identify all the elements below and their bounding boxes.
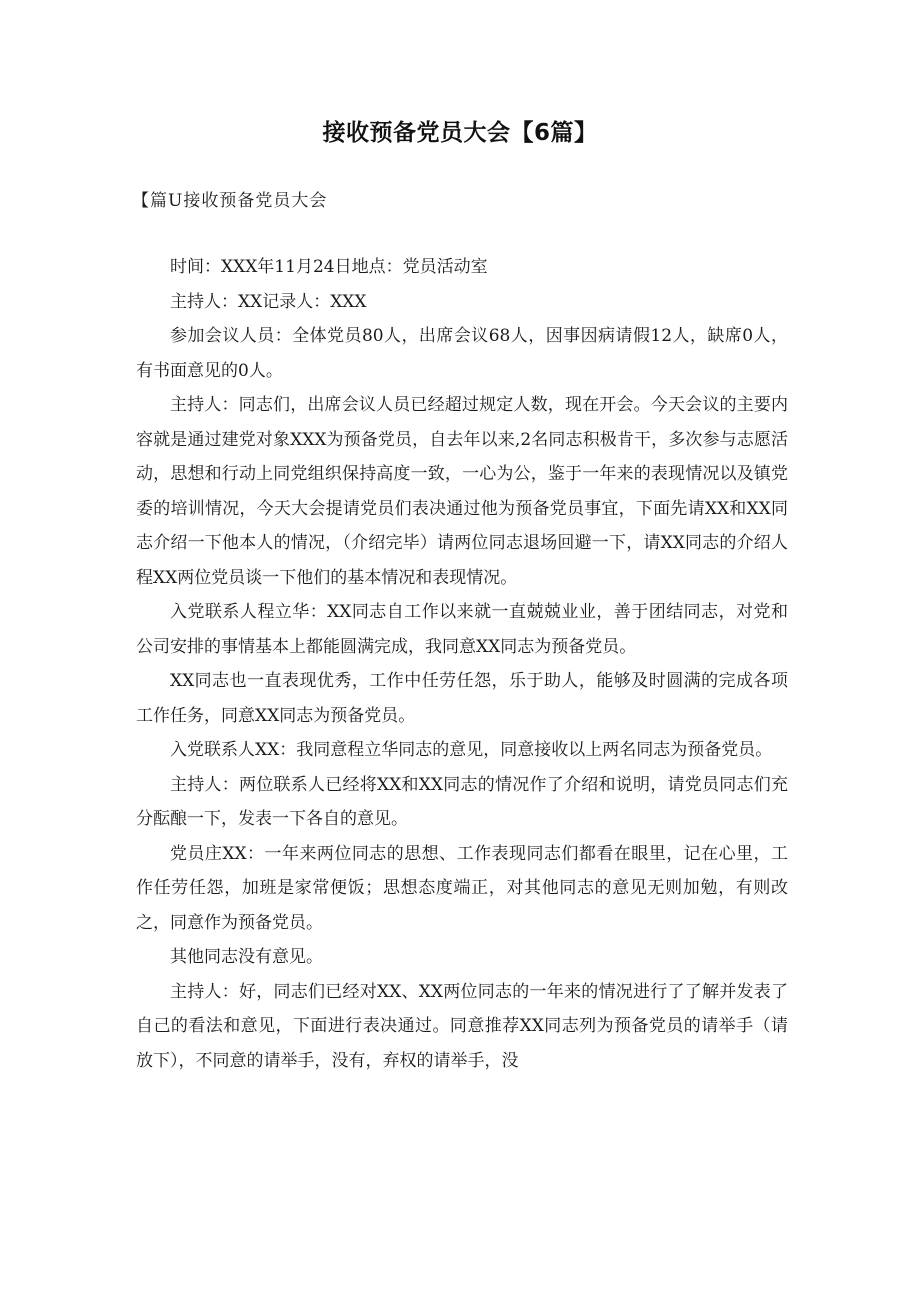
paragraph-xx-performance: XX同志也一直表现优秀，工作中任劳任怨，乐于助人，能够及时圆满的完成各项工作任务，同意XX同志为预备党员。 [136,671,788,726]
paragraph-contact-xx: 入党联系人XX：我同意程立华同志的意见，同意接收以上两名同志为预备党员。 [170,740,773,760]
paragraph-meeting-time: 时间：XXX年11月24日地点：党员活动室 [170,257,488,277]
paragraph-host-opening: 主持人：同志们，出席会议人员已经超过规定人数，现在开会。今天会议的主要内容就是通过建党对象XXX为预备党员，自去年以来,2名同志积极肯干，多次参与志愿活动，思想和行动上同党组织保持高度一致，一心为公，鉴于一年来的表现情况以及镇党委的培训情况，今天大会提请党员们表决通过他为预备党员事宜，下面先请XX和XX同志介绍一下他本人的情况，（介绍完毕）请两位同志退场回避一下，请XX同志的介绍人程XX两位党员谈一下他们的基本情况和表现情况。 [136,395,788,588]
paragraph-member-zhuang: 党员庄XX：一年来两位同志的思想、工作表现同志们都看在眼里，记在心里，工作任劳任怨，加班是家常便饭；思想态度端正，对其他同志的意见无则加勉，有则改之，同意作为预备党员。 [136,843,788,933]
paragraph-host-vote: 主持人：好，同志们已经对XX、XX两位同志的一年来的情况进行了了解并发表了自己的看法和意见，下面进行表决通过。同意推荐XX同志列为预备党员的请举手（请放下），不同意的请举手，没有，弃权的请举手，没 [136,981,788,1071]
paragraph-attendance: 参加会议人员：全体党员80人，出席会议68人，因事因病请假12人，缺席0人，有书面意见的0人。 [136,326,788,381]
paragraph-no-objection: 其他同志没有意见。 [170,947,323,967]
document-title: 接收预备党员大会【6篇】 [322,120,598,146]
document-body [136,250,788,1078]
paragraph-contact-cheng: 入党联系人程立华：XX同志自工作以来就一直兢兢业业，善于团结同志，对党和公司安排的事情基本上都能圆满完成，我同意XX同志为预备党员。 [136,602,788,657]
paragraph-host-recorder: 主持人：XX记录人：XXX [170,291,367,312]
section-heading: 【篇U接收预备党员大会 [132,191,328,211]
paragraph-host-discussion: 主持人：两位联系人已经将XX和XX同志的情况作了介绍和说明，请党员同志们充分酝酿一下，发表一下各自的意见。 [136,774,788,829]
